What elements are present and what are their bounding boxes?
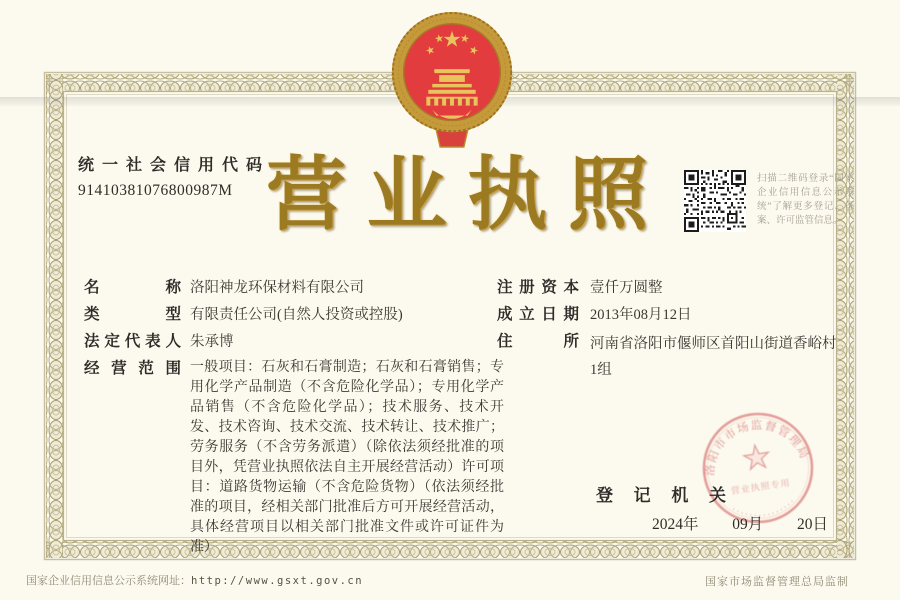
field-row-legal-representative [84,331,504,353]
field-value: 河南省洛阳市偃师区首阳山街道香峪村1组 [590,336,837,378]
field-label: 名称 [84,279,181,296]
title-char: 执 [467,152,548,240]
issue-date [652,512,828,534]
field-label: 成立日期 [497,306,579,323]
field-label: 类型 [84,306,181,323]
national-emblem [383,6,521,152]
title-char: 业 [366,152,447,240]
field-label: 住所 [497,333,579,350]
field-label: 注册资本 [497,279,579,296]
field-label: 法定代表人 [84,333,181,350]
title-char: 照 [567,152,648,240]
fields-left [84,277,504,563]
credit-code-label: 统一社会信用代码 [78,157,271,174]
field-value: 朱承博 [190,334,234,350]
footer-site-url: http://www.gsxt.gov.cn [191,575,364,587]
issue-date-day: 20日 [796,516,828,533]
credit-code-value: 91410381076800987M [78,182,233,199]
seal-arc-text: 洛阳市市场监督管理局 [704,419,811,477]
title-char: 营 [266,152,346,240]
field-value: 一般项目：石灰和石膏制造；石灰和石膏销售；专用化学产品制造（不含危险化学品）；专用化学产品销售（不含危险化学品）；技术服务、技术开发、技术咨询、技术交流、技术转让、技术推广；劳务服务（不含劳务派遣）（除依法须经批准的项目外，凭营业执照依法自主开展经营活动）许可项目：道路货物运输（不含危险货物）（依法须经批准的项目，经相关部门批准后方可开展经营活动，具体经营项目以相关部门批准文件或许可证件为准） [190,360,504,555]
field-value: 有限责任公司(自然人投资或控股) [190,307,403,323]
field-value: 2013年08月12日 [590,307,692,323]
footer-site-label: 国家企业信用信息公示系统网址： [26,575,191,587]
issue-date-month: 09月 [732,516,764,533]
svg-text:洛阳市市场监督管理局 [698,411,812,479]
registration-authority-label: 登记机关 [596,486,726,505]
issue-date-year: 2024年 [652,516,699,533]
license-title [266,146,648,246]
fields-right [497,277,847,388]
footer-right: 国家市场监督管理总局监制 [705,576,849,588]
field-row-establishment-date [497,304,847,326]
credit-code-block [78,152,270,200]
field-row-name [84,277,504,299]
qr-caption: 扫描二维码登录“国家企业信用信息公示系统”了解更多登记、备案、许可监管信息。 [757,174,854,226]
field-value: 洛阳神龙环保材料有限公司 [190,280,364,296]
field-row-address [497,331,847,383]
field-value: 壹仟万圆整 [590,280,663,296]
seal-banner-text: 营业执照专用 [730,477,792,496]
field-row-business-scope [84,358,504,558]
field-row-type [84,304,504,326]
field-row-registered-capital [497,277,847,299]
registration-seal [698,408,818,528]
field-label: 经营范围 [84,360,181,377]
footer-left [26,571,363,589]
qr-code [684,170,746,232]
